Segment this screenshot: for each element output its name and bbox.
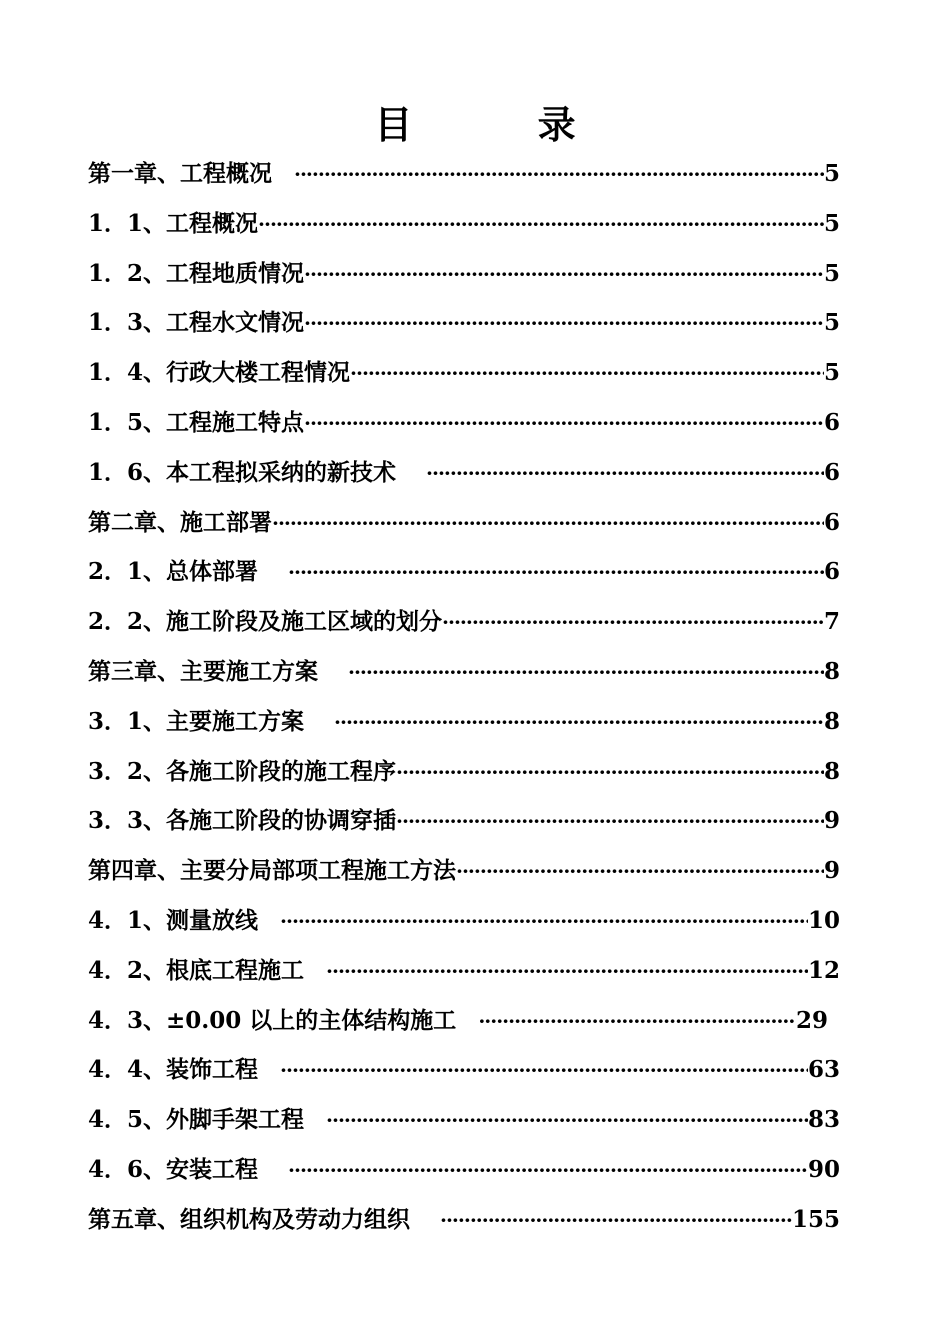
toc-entry-4-6[interactable] [88, 1145, 840, 1195]
dot-leader [280, 897, 808, 947]
toc-entry-chapter-3[interactable] [88, 647, 840, 697]
toc-entry-label: 4．5、外脚手架工程 [88, 1106, 305, 1134]
dot-leader [426, 449, 824, 499]
dot-leader [396, 797, 824, 847]
dot-leader [442, 598, 824, 648]
toc-entry-page: 83 [807, 1106, 840, 1134]
toc-entry-label: 3．2、各施工阶段的施工程序 [88, 757, 397, 785]
toc-entry-page: 8 [823, 657, 840, 685]
toc-entry-1-6[interactable] [88, 448, 840, 498]
toc-entry-page: 7 [823, 608, 840, 636]
toc-entry-page: 8 [823, 707, 840, 735]
toc-entry-4-5[interactable] [88, 1095, 840, 1145]
toc-entry-label: 4．4、装饰工程 [88, 1056, 259, 1084]
toc-entry-4-3[interactable] [88, 996, 840, 1046]
toc-entry-1-4[interactable] [88, 348, 840, 398]
toc-entry-label: 4．2、根底工程施工 [88, 956, 305, 984]
dot-leader [280, 1046, 808, 1096]
toc-entry-label: 第五章、组织机构及劳动力组织 [88, 1205, 410, 1233]
toc-entry-page: 6 [823, 508, 840, 536]
toc-entry-page: 5 [823, 309, 840, 337]
dot-leader [288, 1146, 808, 1196]
toc-entry-label: 第三章、主要施工方案 [88, 657, 318, 685]
dot-leader [334, 698, 824, 748]
toc-entry-page: 155 [791, 1205, 840, 1233]
dot-leader [294, 150, 824, 200]
toc-entry-label: 3．3、各施工阶段的协调穿插 [88, 807, 397, 835]
toc-entry-label: 4．1、测量放线 [88, 906, 259, 934]
toc-entry-label: 2．2、施工阶段及施工区域的划分 [88, 608, 443, 636]
toc-entry-4-1[interactable] [88, 896, 840, 946]
toc-entry-page: 10 [807, 906, 840, 934]
toc-entry-label: 第二章、施工部署 [88, 508, 272, 536]
toc-entry-1-3[interactable] [88, 298, 840, 348]
toc-entry-label: 1．5、工程施工特点 [88, 408, 305, 436]
toc-entry-label: 第一章、工程概况 [88, 160, 272, 187]
toc-entry-2-2[interactable] [88, 597, 840, 647]
toc-entry-label: 1．6、本工程拟采纳的新技术 [88, 458, 397, 486]
toc-entry-label: 1．3、工程水文情况 [88, 309, 305, 337]
dot-leader [350, 349, 824, 399]
toc-entry-label: 4．3、±0.00 以上的主体结构施工 [88, 1006, 457, 1034]
dot-leader [440, 1196, 792, 1246]
dot-leader [396, 748, 824, 798]
toc-entry-1-2[interactable] [88, 249, 840, 299]
dot-leader [456, 847, 824, 897]
toc-entry-label: 第四章、主要分局部项工程施工方法 [88, 857, 456, 885]
toc-entry-3-3[interactable] [88, 796, 840, 846]
dot-leader [304, 399, 824, 449]
dot-leader [478, 997, 796, 1047]
toc-entry-label: 1．4、行政大楼工程情况 [88, 359, 351, 387]
toc-entry-1-1[interactable] [88, 199, 840, 249]
dot-leader [348, 648, 824, 698]
toc-entry-page: 6 [823, 558, 840, 586]
dot-leader [272, 499, 824, 549]
toc-entry-page: 9 [823, 807, 840, 835]
dot-leader [258, 200, 824, 250]
dot-leader [288, 548, 824, 598]
toc-title: 目 录 [374, 102, 632, 147]
toc-entry-label: 4．6、安装工程 [88, 1155, 259, 1183]
toc-entry-page: 5 [823, 359, 840, 387]
toc-entry-page: 5 [823, 160, 840, 187]
toc-entry-3-1[interactable] [88, 697, 840, 747]
toc-entry-page: 90 [807, 1155, 840, 1183]
toc-list [88, 149, 840, 1245]
toc-entry-3-2[interactable] [88, 747, 840, 797]
toc-entry-label: 3．1、主要施工方案 [88, 707, 305, 735]
dot-leader [304, 299, 824, 349]
dot-leader [326, 947, 808, 997]
toc-entry-page: 5 [823, 209, 840, 237]
toc-entry-chapter-2[interactable] [88, 498, 840, 548]
toc-entry-chapter-4[interactable] [88, 846, 840, 896]
toc-entry-page: 29 [795, 1006, 828, 1034]
dot-leader [304, 250, 824, 300]
toc-entry-page: 63 [807, 1056, 840, 1084]
toc-entry-page: 8 [823, 757, 840, 785]
toc-entry-1-5[interactable] [88, 398, 840, 448]
toc-entry-chapter-5[interactable] [88, 1195, 840, 1245]
toc-entry-chapter-1[interactable] [88, 149, 840, 199]
toc-entry-4-2[interactable] [88, 946, 840, 996]
toc-entry-2-1[interactable] [88, 547, 840, 597]
toc-entry-page: 6 [823, 408, 840, 436]
toc-entry-label: 2．1、总体部署 [88, 558, 259, 586]
toc-entry-page: 9 [823, 857, 840, 885]
dot-leader [326, 1096, 808, 1146]
toc-entry-4-4[interactable] [88, 1045, 840, 1095]
toc-entry-page: 5 [823, 259, 840, 287]
toc-entry-page: 6 [823, 458, 840, 486]
toc-entry-label: 1．2、工程地质情况 [88, 259, 305, 287]
toc-entry-label: 1．1、工程概况 [88, 209, 259, 237]
toc-entry-page: 12 [807, 956, 840, 984]
